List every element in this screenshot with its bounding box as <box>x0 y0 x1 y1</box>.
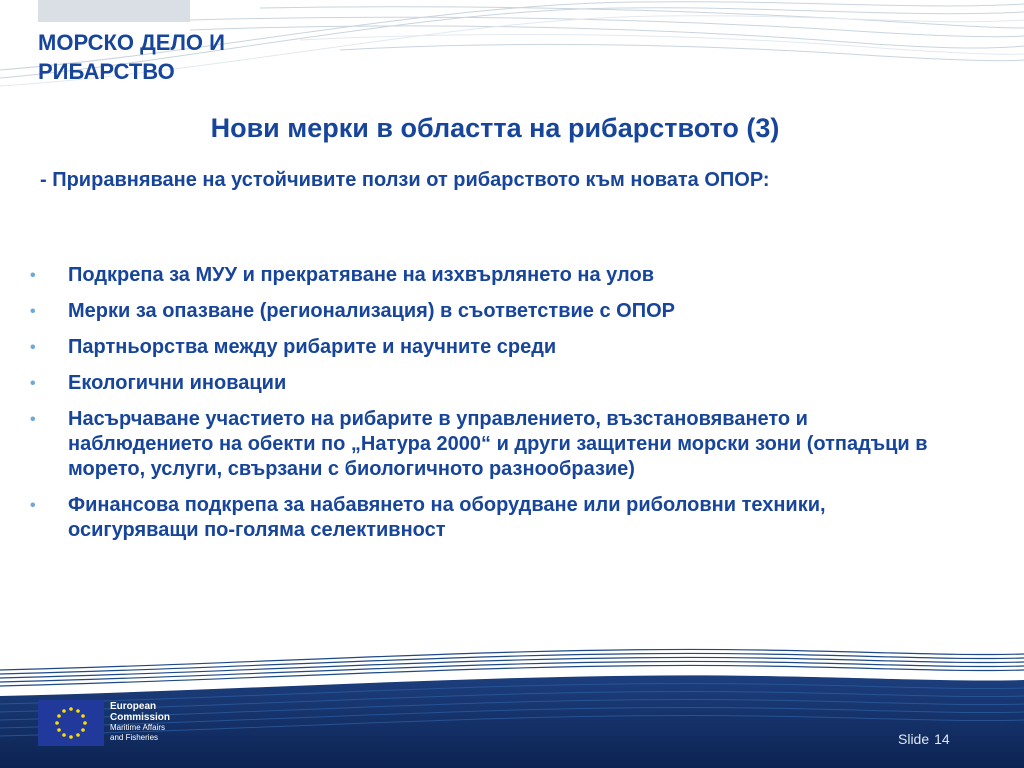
slide-title: Нови мерки в областта на рибарството (3) <box>210 113 780 143</box>
logo-text-european: European <box>110 701 157 712</box>
bullet-text: Екологични иновации <box>68 372 287 394</box>
bullet-icon: • <box>30 339 36 356</box>
logo-text <box>110 701 170 743</box>
department-title <box>38 28 338 86</box>
bullet-item <box>30 407 950 482</box>
bullet-text: Насърчаване участието на рибарите в управлението, възстановяването и наблюдението на обекти по „Натура 2000“ и други защитени морски зони (отпадъци в морето, услуги, свързани с биологичното разнообразие) <box>68 408 928 480</box>
bullet-icon: • <box>30 497 36 514</box>
bullet-icon: • <box>30 267 36 284</box>
slide-number-value: 14 <box>934 731 950 747</box>
logo-text-dg-line1: Maritime Affairs <box>110 723 165 732</box>
bullet-text: Финансова подкрепа за набавянето на оборудване или риболовни техники, осигуряващи по-голяма селективност <box>68 494 826 541</box>
bullet-list <box>30 263 950 554</box>
bullet-item <box>30 263 950 288</box>
bullet-item <box>30 371 950 396</box>
european-commission-logo <box>38 700 208 746</box>
department-title-line2: РИБАРСТВО <box>38 59 175 84</box>
logo-text-commission: Commission <box>110 712 171 723</box>
intro-text: - Приравняване на устойчивите ползи от рибарството към новата ОПОР: <box>40 169 770 191</box>
header-accent-bar <box>38 0 190 22</box>
eu-flag-icon <box>38 700 104 746</box>
bullet-text: Подкрепа за МУУ и прекратяване на изхвърлянето на улов <box>68 264 654 286</box>
bullet-icon: • <box>30 303 36 320</box>
bullet-item <box>30 493 950 543</box>
slide-label: Slide <box>898 731 930 747</box>
bullet-text: Мерки за опазване (регионализация) в съответствие с ОПОР <box>68 300 675 322</box>
department-title-line1: МОРСКО ДЕЛО И <box>38 30 225 55</box>
bullet-item <box>30 335 950 360</box>
logo-text-dg-line2: and Fisheries <box>110 733 159 742</box>
bullet-icon: • <box>30 411 36 428</box>
bullet-item <box>30 299 950 324</box>
bullet-text: Партньорства между рибарите и научните среди <box>68 336 557 358</box>
slide-number <box>898 731 955 747</box>
bullet-icon: • <box>30 375 36 392</box>
